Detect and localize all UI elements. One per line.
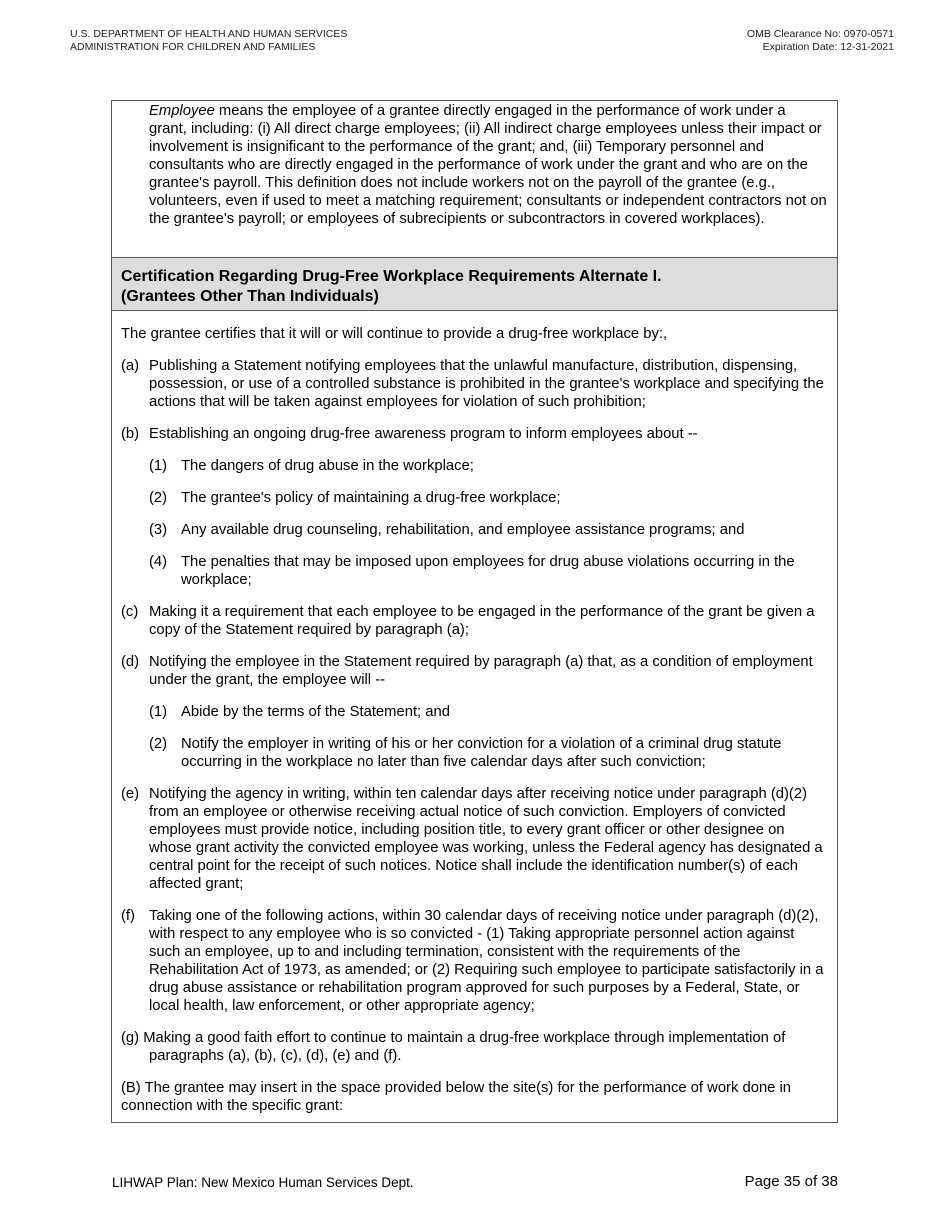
- omb-clearance: OMB Clearance No: 0970-0571: [746, 28, 894, 40]
- definition-term: Employee: [149, 103, 215, 119]
- sub-item-label: (1): [149, 704, 168, 720]
- page-number: Page 35 of 38: [744, 1173, 838, 1190]
- sub-item-b1: [149, 457, 828, 475]
- sub-item-label: (2): [149, 490, 168, 506]
- list-item-b: [121, 425, 828, 443]
- closing-paragraph: (B) The grantee may insert in the space provided below the site(s) for the performance of work done in connection with the specific grant:: [121, 1080, 792, 1114]
- item-label: (e): [121, 786, 140, 802]
- sub-item-label: (1): [149, 458, 168, 474]
- agency-line-1: U.S. DEPARTMENT OF HEALTH AND HUMAN SERVICES: [70, 28, 348, 40]
- sub-item-b3: [149, 521, 828, 539]
- section-heading: [112, 258, 837, 311]
- item-label: (d): [121, 654, 140, 670]
- sub-item-text: The dangers of drug abuse in the workplace;: [181, 458, 474, 474]
- item-label: (b): [121, 426, 140, 442]
- employee-definition: [112, 101, 837, 258]
- certification-box: [111, 100, 838, 1123]
- sub-item-text: The penalties that may be imposed upon employees for drug abuse violations occurring in the workplace;: [181, 554, 795, 588]
- sub-item-b4: [149, 553, 828, 589]
- item-label: (f): [121, 908, 135, 924]
- section-body: [112, 311, 837, 1115]
- omb-header: [747, 28, 894, 53]
- item-label: (c): [121, 604, 139, 620]
- sub-item-d1: [149, 703, 828, 721]
- sub-item-text: The grantee's policy of maintaining a drug-free workplace;: [181, 490, 561, 506]
- item-text: Notifying the agency in writing, within ten calendar days after receiving notice under paragraph (d)(2) from an employee or otherwise receiving actual notice of such conviction. Employers of convicted employees must provide notice, including position title, to every grant officer or other designee on whose grant activity the convicted employee was working, unless the Federal agency has designated a central point for the receipt of such notices. Notice shall include the identification number(s) of each affected grant;: [149, 786, 823, 892]
- sub-item-text: Any available drug counseling, rehabilitation, and employee assistance programs; and: [181, 522, 745, 538]
- sub-item-text: Abide by the terms of the Statement; and: [181, 704, 450, 720]
- list-item-d: [121, 653, 828, 689]
- list-item-a: [121, 357, 828, 411]
- sub-item-text: Notify the employer in writing of his or her conviction for a violation of a criminal drug statute occurring in the workplace no later than five calendar days after such conviction;: [181, 736, 782, 770]
- list-item-e: [121, 785, 828, 893]
- list-item-f: [121, 907, 828, 1015]
- item-text: Publishing a Statement notifying employees that the unlawful manufacture, distribution, dispensing, possession, or use of a controlled substance is prohibited in the grantee's workplace and specifying the actions that will be taken against employees for violation of such prohibition;: [149, 358, 824, 410]
- list-item-g: (g) Making a good faith effort to continue to maintain a drug-free workplace through implementation of paragraphs (a), (b), (c), (d), (e) and (f).: [121, 1030, 786, 1064]
- item-label: (a): [121, 358, 140, 374]
- sub-item-label: (3): [149, 522, 168, 538]
- agency-header: [70, 28, 347, 53]
- item-text: Taking one of the following actions, within 30 calendar days of receiving notice under paragraph (d)(2), with respect to any employee who is so convicted - (1) Taking appropriate personnel action against such an employee, up to and including termination, consistent with the requirements of the Rehabilitation Act of 1973, as amended; or (2) Requiring such employee to participate satisfactorily in a drug abuse assistance or rehabilitation program approved for such purposes by a Federal, State, or local health, law enforcement, or other appropriate agency;: [149, 908, 824, 1014]
- definition-text: means the employee of a grantee directly engaged in the performance of work under a grant, including: (i) All direct charge employees; (ii) All indirect charge employees unless their impact or involvement is insignificant to the performance of the grant; and, (iii) Temporary personnel and consultants who are directly engaged in the performance of work under the grant and who are on the grantee's payroll. This definition does not include workers not on the payroll of the grantee (e.g., volunteers, even if used to meet a matching requirement; consultants or independent contractors not on the grantee's payroll; or employees of subrecipients or subcontractors in covered workplaces).: [149, 103, 827, 227]
- expiration-date: Expiration Date: 12-31-2021: [762, 40, 894, 53]
- intro-paragraph: The grantee certifies that it will or will continue to provide a drug-free workplace by:,: [121, 326, 668, 342]
- section-title-line-2: (Grantees Other Than Individuals): [121, 288, 379, 305]
- plan-footer: LIHWAP Plan: New Mexico Human Services Dept.: [112, 1175, 414, 1190]
- item-text: Notifying the employee in the Statement required by paragraph (a) that, as a condition of employment under the grant, the employee will --: [149, 654, 813, 688]
- sub-item-label: (4): [149, 554, 168, 570]
- section-title-line-1: Certification Regarding Drug-Free Workplace Requirements Alternate I.: [121, 268, 662, 285]
- list-item-c: [121, 603, 828, 639]
- item-text: Making it a requirement that each employee to be engaged in the performance of the grant be given a copy of the Statement required by paragraph (a);: [149, 604, 815, 638]
- agency-line-2: ADMINISTRATION FOR CHILDREN AND FAMILIES: [70, 40, 316, 53]
- item-text: Establishing an ongoing drug-free awareness program to inform employees about --: [149, 426, 698, 442]
- sub-item-d2: [149, 735, 828, 771]
- sub-item-label: (2): [149, 736, 168, 752]
- sub-item-b2: [149, 489, 828, 507]
